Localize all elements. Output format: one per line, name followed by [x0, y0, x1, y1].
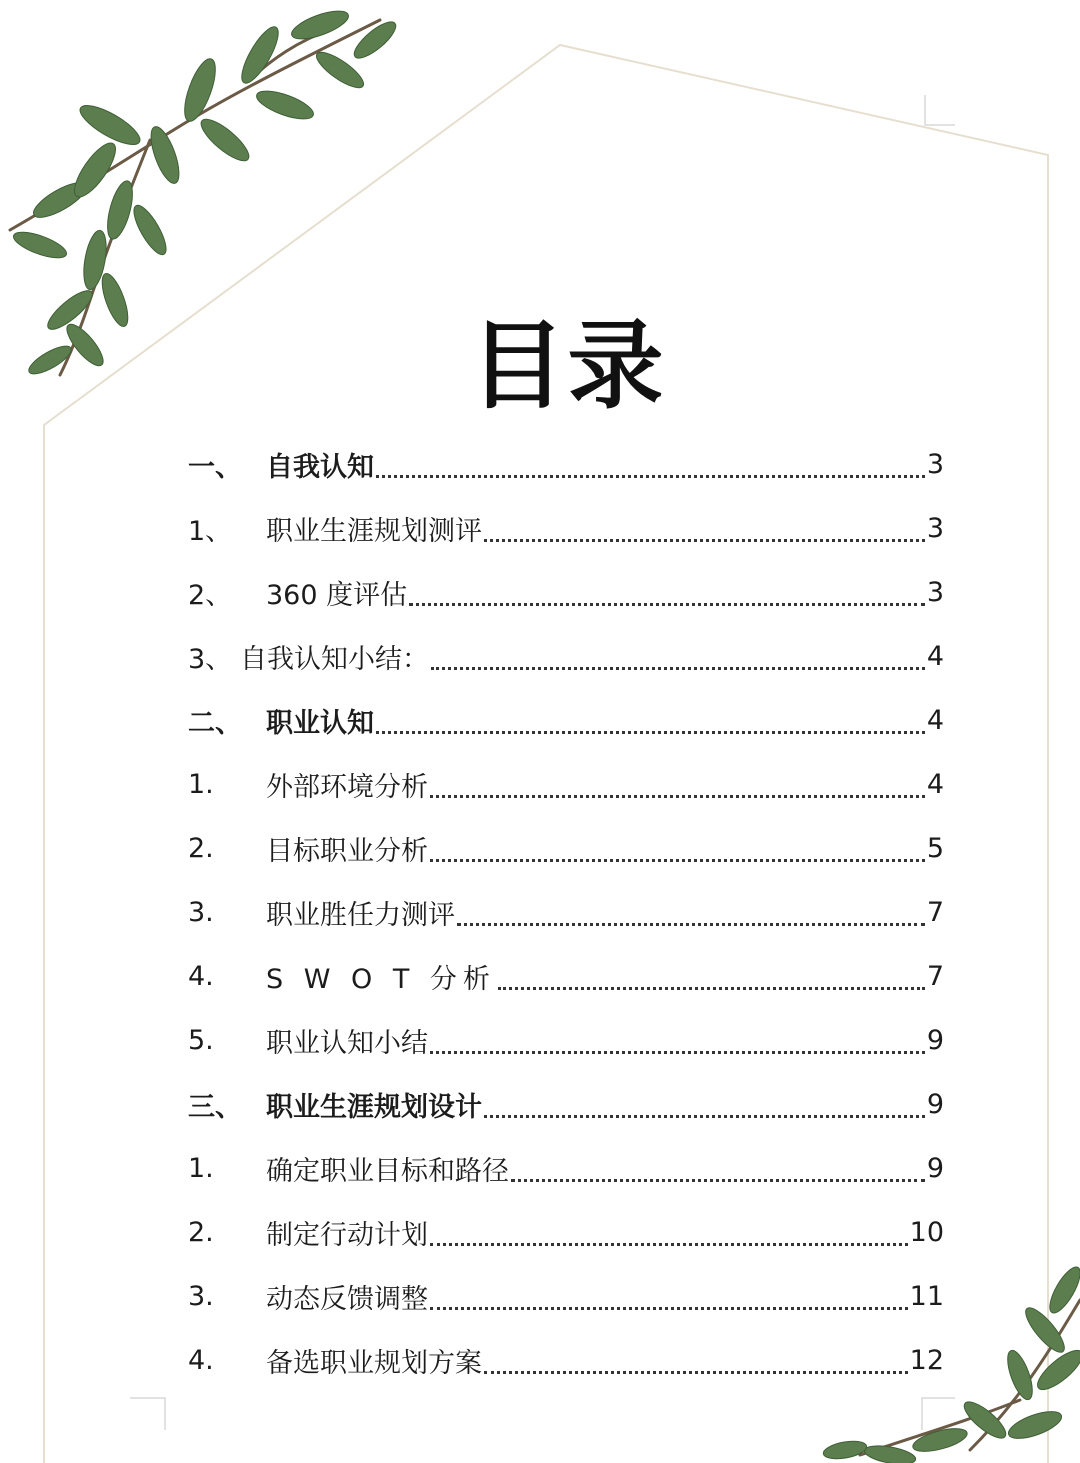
toc-section-entry[interactable]	[188, 432, 944, 496]
toc-page-number: 3	[926, 512, 944, 544]
toc-page-number: 4	[926, 704, 944, 736]
toc-dot-leader	[430, 849, 925, 862]
toc-subsection-entry[interactable]	[188, 944, 944, 1008]
table-of-contents	[188, 432, 944, 1392]
toc-dot-leader	[498, 977, 925, 990]
toc-entry-number: 4.	[188, 1344, 214, 1376]
toc-page-number: 7	[926, 960, 944, 992]
toc-entry-label: 确定职业目标和路径	[266, 1155, 509, 1187]
toc-page-number: 3	[926, 576, 944, 608]
toc-entry-label: 自我认知小结：	[240, 643, 429, 675]
toc-entry-label: 自我认知	[266, 451, 374, 483]
toc-entry-number: 3.	[188, 1280, 214, 1312]
toc-entry-label: 职业胜任力测评	[266, 899, 455, 931]
toc-dot-leader	[511, 1169, 925, 1182]
toc-subsection-entry[interactable]	[188, 752, 944, 816]
toc-page-number: 9	[926, 1024, 944, 1056]
toc-dot-leader	[484, 1361, 908, 1374]
toc-subsection-entry[interactable]	[188, 816, 944, 880]
toc-entry-label: 外部环境分析	[266, 771, 428, 803]
toc-page-number: 3	[926, 448, 944, 480]
toc-entry-number: 3、	[188, 643, 233, 675]
toc-page-number: 12	[909, 1344, 944, 1376]
toc-subsection-entry[interactable]	[188, 496, 944, 560]
toc-entry-label: 制定行动计划	[266, 1219, 428, 1251]
toc-page-number: 5	[926, 832, 944, 864]
toc-dot-leader	[376, 721, 925, 734]
toc-dot-leader	[430, 1297, 908, 1310]
toc-page-number: 10	[909, 1216, 944, 1248]
toc-entry-number: 3.	[188, 896, 214, 928]
toc-page-number: 9	[926, 1088, 944, 1120]
toc-entry-number: 1、	[188, 515, 233, 547]
toc-page-number: 4	[926, 640, 944, 672]
toc-dot-leader	[409, 593, 925, 606]
toc-dot-leader	[430, 1041, 925, 1054]
toc-entry-number: 2.	[188, 832, 214, 864]
toc-entry-label: 职业认知小结	[266, 1027, 428, 1059]
toc-subsection-entry[interactable]	[188, 1200, 944, 1264]
toc-entry-label: 职业生涯规划测评	[266, 515, 482, 547]
toc-subsection-entry[interactable]	[188, 1264, 944, 1328]
toc-dot-leader	[376, 465, 925, 478]
toc-subsection-entry[interactable]	[188, 1136, 944, 1200]
toc-entry-label: 动态反馈调整	[266, 1283, 428, 1315]
toc-entry-label: 目标职业分析	[266, 835, 428, 867]
toc-entry-label: S W O T 分析	[266, 963, 496, 995]
toc-entry-number: 三、	[188, 1091, 242, 1123]
toc-entry-number: 5.	[188, 1024, 214, 1056]
toc-entry-number: 4.	[188, 960, 214, 992]
toc-entry-number: 二、	[188, 707, 242, 739]
toc-subsection-entry[interactable]	[188, 880, 944, 944]
toc-entry-number: 一、	[188, 451, 242, 483]
toc-entry-label: 职业认知	[266, 707, 374, 739]
toc-subsection-entry[interactable]	[188, 1008, 944, 1072]
toc-entry-number: 1.	[188, 768, 214, 800]
toc-page-number: 4	[926, 768, 944, 800]
toc-subsection-entry[interactable]	[188, 1328, 944, 1392]
toc-dot-leader	[484, 529, 925, 542]
toc-page-number: 7	[926, 896, 944, 928]
page-title: 目录	[469, 310, 666, 422]
toc-subsection-entry[interactable]	[188, 624, 944, 688]
toc-entry-label: 职业生涯规划设计	[266, 1091, 482, 1123]
toc-section-entry[interactable]	[188, 1072, 944, 1136]
toc-dot-leader	[430, 1233, 908, 1246]
toc-entry-number: 2.	[188, 1216, 214, 1248]
toc-entry-label: 备选职业规划方案	[266, 1347, 482, 1379]
toc-entry-number: 1.	[188, 1152, 214, 1184]
toc-subsection-entry[interactable]	[188, 560, 944, 624]
toc-entry-label: 360 度评估	[266, 579, 408, 611]
toc-section-entry[interactable]	[188, 688, 944, 752]
toc-entry-number: 2、	[188, 579, 233, 611]
toc-page-number: 11	[909, 1280, 944, 1312]
toc-dot-leader	[431, 657, 925, 670]
toc-dot-leader	[457, 913, 925, 926]
toc-dot-leader	[430, 785, 925, 798]
toc-page-number: 9	[926, 1152, 944, 1184]
toc-dot-leader	[484, 1105, 925, 1118]
